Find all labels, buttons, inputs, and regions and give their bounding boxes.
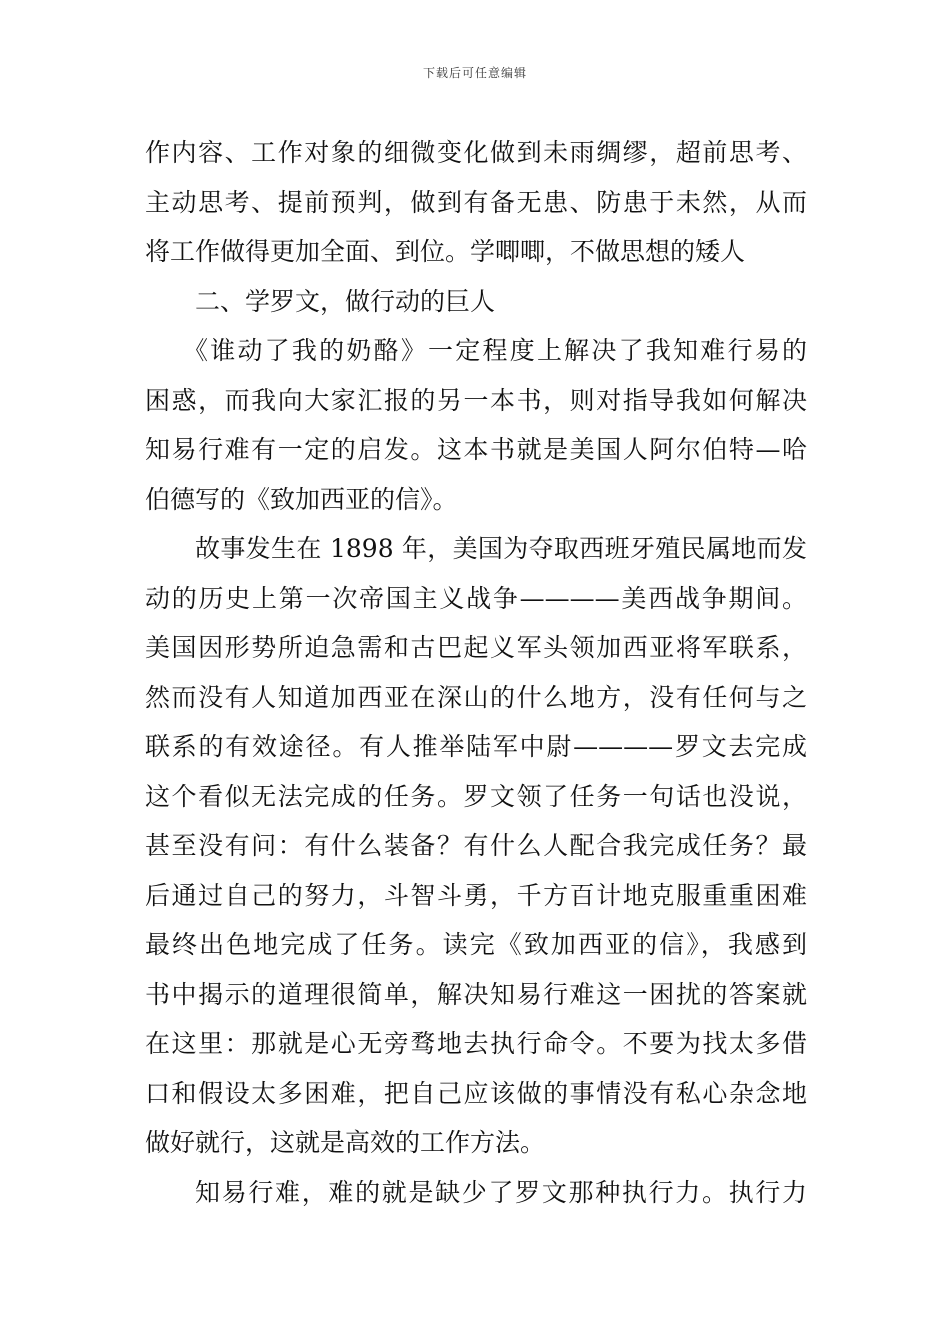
- text-line: 将工作做得更加全面、到位。学唧唧，不做思想的矮人: [145, 237, 746, 266]
- text-line: 最终出色地完成了任务。读完《致加西亚的信》，我感到: [145, 930, 807, 959]
- text-line: 甚至没有问：有什么装备？有什么人配合我完成任务？最: [145, 831, 807, 860]
- text-line: 然而没有人知道加西亚在深山的什么地方，没有任何与之: [145, 682, 807, 712]
- text-line: 主动思考、提前预判，做到有备无患、防患于未然，从而: [145, 187, 807, 217]
- page-header-note: 下载后可任意编辑: [422, 66, 527, 80]
- text-line: 美国因形势所迫急需和古巴起义军头领加西亚将军联系，: [145, 633, 807, 662]
- text-line: 在这里：那就是心无旁骛地去执行命令。不要为找太多借: [145, 1029, 807, 1058]
- text-line: 知易行难有一定的启发。这本书就是美国人阿尔伯特—哈: [145, 435, 807, 464]
- text-line: 做好就行，这就是高效的工作方法。: [145, 1128, 546, 1157]
- text-line: 困惑，而我向大家汇报的另一本书，则对指导我如何解决: [145, 385, 807, 415]
- text-line: 联系的有效途径。有人推举陆军中尉————罗文去完成: [145, 732, 807, 761]
- section-heading: 二、学罗文，做行动的巨人: [195, 286, 496, 316]
- text-line: 故事发生在 1898 年，美国为夺取西班牙殖民属地而发: [195, 534, 807, 563]
- text-line: 书中揭示的道理很简单，解决知易行难这一困扰的答案就: [145, 979, 807, 1009]
- text-line: 这个看似无法完成的任务。罗文领了任务一句话也没说，: [145, 781, 807, 811]
- document-body: [145, 128, 807, 1217]
- text-line: 动的历史上第一次帝国主义战争————美西战争期间。: [145, 583, 807, 613]
- text-line: 伯德写的《致加西亚的信》。: [145, 484, 458, 514]
- text-line: 作内容、工作对象的细微变化做到未雨绸缪，超前思考、: [145, 138, 807, 167]
- text-line: 口和假设太多困难，把自己应该做的事情没有私心杂念地: [145, 1078, 807, 1108]
- text-line: 知易行难，难的就是缺少了罗文那种执行力。执行力: [195, 1177, 807, 1207]
- text-line: 后通过自己的努力，斗智斗勇，千方百计地克服重重困难: [145, 880, 807, 910]
- text-line: 《谁动了我的奶酪》一定程度上解决了我知难行易的: [183, 336, 807, 365]
